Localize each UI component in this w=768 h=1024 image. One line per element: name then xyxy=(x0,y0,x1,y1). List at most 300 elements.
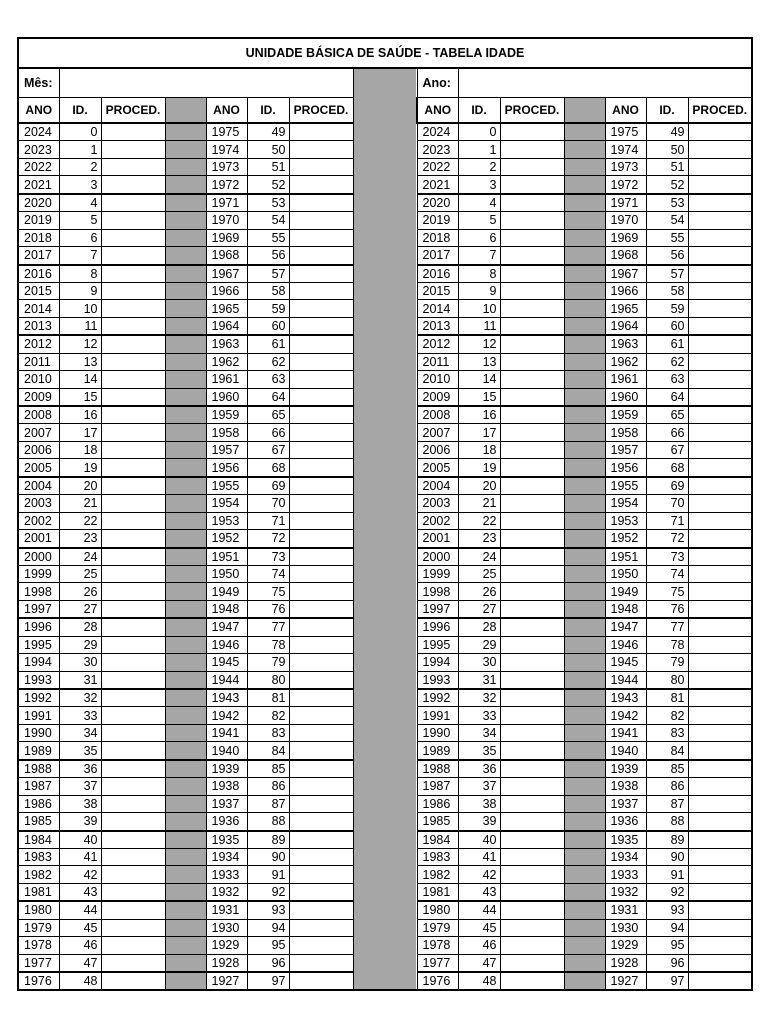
cell-proced[interactable] xyxy=(500,760,564,778)
cell-ano: 1983 xyxy=(18,848,59,865)
cell-proced[interactable] xyxy=(500,123,564,141)
cell-proced[interactable] xyxy=(500,141,564,158)
cell-proced[interactable] xyxy=(289,406,353,424)
cell-proced[interactable] xyxy=(500,707,564,724)
gray-spacer xyxy=(564,388,605,406)
gray-spacer xyxy=(564,353,605,370)
cell-ano: 1938 xyxy=(206,778,247,795)
cell-proced[interactable] xyxy=(500,300,564,317)
cell-proced[interactable] xyxy=(289,212,353,229)
cell-proced[interactable] xyxy=(289,548,353,566)
gray-spacer xyxy=(564,866,605,883)
cell-proced[interactable] xyxy=(289,848,353,865)
cell-proced[interactable] xyxy=(688,353,752,370)
gray-spacer xyxy=(165,265,206,283)
cell-ano: 1987 xyxy=(417,778,458,795)
cell-proced[interactable] xyxy=(289,707,353,724)
cell-proced[interactable] xyxy=(101,724,165,741)
cell-id: 42 xyxy=(458,866,500,883)
cell-proced[interactable] xyxy=(688,141,752,158)
cell-proced[interactable] xyxy=(101,937,165,954)
gray-spacer xyxy=(564,265,605,283)
cell-ano: 1929 xyxy=(206,937,247,954)
cell-id: 52 xyxy=(646,176,688,194)
cell-ano: 1981 xyxy=(417,883,458,901)
cell-ano: 1982 xyxy=(417,866,458,883)
cell-proced[interactable] xyxy=(688,937,752,954)
cell-proced[interactable] xyxy=(101,495,165,512)
cell-proced[interactable] xyxy=(101,317,165,335)
gray-spacer xyxy=(165,636,206,653)
cell-proced[interactable] xyxy=(101,176,165,194)
cell-id: 65 xyxy=(247,406,289,424)
cell-proced[interactable] xyxy=(688,760,752,778)
cell-proced[interactable] xyxy=(500,194,564,212)
cell-proced[interactable] xyxy=(500,424,564,441)
cell-proced[interactable] xyxy=(289,618,353,636)
cell-proced[interactable] xyxy=(688,813,752,831)
cell-proced[interactable] xyxy=(688,477,752,495)
cell-id: 65 xyxy=(646,406,688,424)
cell-ano: 1942 xyxy=(605,707,646,724)
cell-proced[interactable] xyxy=(101,548,165,566)
cell-id: 39 xyxy=(59,813,101,831)
cell-ano: 1928 xyxy=(206,954,247,972)
gray-spacer xyxy=(165,123,206,141)
cell-proced[interactable] xyxy=(688,530,752,548)
cell-proced[interactable] xyxy=(500,831,564,849)
cell-proced[interactable] xyxy=(101,565,165,582)
cell-proced[interactable] xyxy=(688,424,752,441)
cell-proced[interactable] xyxy=(688,883,752,901)
cell-proced[interactable] xyxy=(500,495,564,512)
cell-proced[interactable] xyxy=(500,654,564,671)
cell-proced[interactable] xyxy=(289,176,353,194)
cell-proced[interactable] xyxy=(101,247,165,265)
cell-proced[interactable] xyxy=(101,459,165,477)
cell-proced[interactable] xyxy=(688,778,752,795)
cell-id: 8 xyxy=(59,265,101,283)
cell-proced[interactable] xyxy=(289,883,353,901)
cell-proced[interactable] xyxy=(101,901,165,919)
cell-proced[interactable] xyxy=(500,724,564,741)
gray-spacer xyxy=(564,778,605,795)
cell-proced[interactable] xyxy=(289,778,353,795)
gray-spacer xyxy=(165,654,206,671)
cell-proced[interactable] xyxy=(500,317,564,335)
cell-proced[interactable] xyxy=(101,760,165,778)
cell-proced[interactable] xyxy=(289,300,353,317)
cell-id: 16 xyxy=(458,406,500,424)
cell-proced[interactable] xyxy=(101,972,165,990)
cell-proced[interactable] xyxy=(101,300,165,317)
cell-proced[interactable] xyxy=(688,565,752,582)
cell-proced[interactable] xyxy=(289,795,353,812)
cell-id: 59 xyxy=(646,300,688,317)
gray-spacer xyxy=(564,495,605,512)
cell-proced[interactable] xyxy=(688,636,752,653)
cell-proced[interactable] xyxy=(688,282,752,299)
cell-proced[interactable] xyxy=(688,972,752,990)
cell-ano: 1989 xyxy=(417,742,458,760)
cell-id: 84 xyxy=(646,742,688,760)
cell-proced[interactable] xyxy=(289,583,353,600)
cell-ano: 2005 xyxy=(417,459,458,477)
gray-spacer xyxy=(564,282,605,299)
cell-proced[interactable] xyxy=(101,141,165,158)
cell-ano: 2024 xyxy=(417,123,458,141)
cell-proced[interactable] xyxy=(688,176,752,194)
cell-proced[interactable] xyxy=(289,901,353,919)
cell-proced[interactable] xyxy=(500,848,564,865)
cell-proced[interactable] xyxy=(500,247,564,265)
cell-proced[interactable] xyxy=(101,424,165,441)
cell-proced[interactable] xyxy=(101,848,165,865)
cell-proced[interactable] xyxy=(101,795,165,812)
cell-ano: 1947 xyxy=(605,618,646,636)
cell-proced[interactable] xyxy=(101,265,165,283)
cell-proced[interactable] xyxy=(688,459,752,477)
cell-proced[interactable] xyxy=(688,512,752,529)
cell-proced[interactable] xyxy=(101,954,165,972)
cell-proced[interactable] xyxy=(101,618,165,636)
cell-ano: 2009 xyxy=(417,388,458,406)
cell-proced[interactable] xyxy=(101,778,165,795)
cell-ano: 1973 xyxy=(605,158,646,175)
cell-proced[interactable] xyxy=(500,265,564,283)
cell-proced[interactable] xyxy=(500,813,564,831)
cell-proced[interactable] xyxy=(500,229,564,246)
cell-id: 75 xyxy=(646,583,688,600)
cell-proced[interactable] xyxy=(289,282,353,299)
cell-proced[interactable] xyxy=(289,229,353,246)
cell-id: 59 xyxy=(247,300,289,317)
cell-proced[interactable] xyxy=(688,123,752,141)
cell-proced[interactable] xyxy=(289,353,353,370)
cell-proced[interactable] xyxy=(101,636,165,653)
cell-proced[interactable] xyxy=(500,388,564,406)
cell-proced[interactable] xyxy=(500,335,564,353)
cell-proced[interactable] xyxy=(101,388,165,406)
cell-proced[interactable] xyxy=(101,689,165,707)
cell-proced[interactable] xyxy=(101,371,165,388)
cell-proced[interactable] xyxy=(289,335,353,353)
cell-proced[interactable] xyxy=(101,866,165,883)
cell-ano: 2023 xyxy=(18,141,59,158)
cell-proced[interactable] xyxy=(289,424,353,441)
cell-proced[interactable] xyxy=(101,229,165,246)
cell-proced[interactable] xyxy=(289,194,353,212)
cell-proced[interactable] xyxy=(500,901,564,919)
cell-proced[interactable] xyxy=(500,353,564,370)
cell-proced[interactable] xyxy=(500,477,564,495)
cell-proced[interactable] xyxy=(101,919,165,936)
cell-proced[interactable] xyxy=(101,707,165,724)
cell-proced[interactable] xyxy=(688,335,752,353)
cell-proced[interactable] xyxy=(500,282,564,299)
cell-ano: 1991 xyxy=(18,707,59,724)
gray-spacer xyxy=(564,229,605,246)
cell-proced[interactable] xyxy=(500,919,564,936)
cell-proced[interactable] xyxy=(101,194,165,212)
cell-proced[interactable] xyxy=(500,158,564,175)
cell-proced[interactable] xyxy=(500,441,564,458)
gray-spacer xyxy=(165,724,206,741)
cell-proced[interactable] xyxy=(289,866,353,883)
cell-proced[interactable] xyxy=(101,813,165,831)
cell-proced[interactable] xyxy=(500,459,564,477)
cell-ano: 1935 xyxy=(206,831,247,849)
cell-proced[interactable] xyxy=(289,530,353,548)
cell-id: 52 xyxy=(247,176,289,194)
cell-proced[interactable] xyxy=(500,512,564,529)
cell-proced[interactable] xyxy=(289,388,353,406)
cell-proced[interactable] xyxy=(688,707,752,724)
cell-proced[interactable] xyxy=(688,654,752,671)
cell-proced[interactable] xyxy=(101,600,165,618)
cell-ano: 2020 xyxy=(417,194,458,212)
cell-proced[interactable] xyxy=(289,742,353,760)
cell-ano: 1945 xyxy=(605,654,646,671)
cell-proced[interactable] xyxy=(500,176,564,194)
cell-id: 5 xyxy=(458,212,500,229)
cell-ano: 1946 xyxy=(605,636,646,653)
cell-id: 50 xyxy=(247,141,289,158)
cell-id: 44 xyxy=(59,901,101,919)
cell-proced[interactable] xyxy=(500,689,564,707)
cell-proced[interactable] xyxy=(500,778,564,795)
cell-ano: 1957 xyxy=(206,441,247,458)
cell-ano: 2017 xyxy=(18,247,59,265)
cell-proced[interactable] xyxy=(500,866,564,883)
cell-proced[interactable] xyxy=(688,866,752,883)
cell-proced[interactable] xyxy=(289,654,353,671)
cell-id: 20 xyxy=(458,477,500,495)
cell-proced[interactable] xyxy=(101,477,165,495)
mes-field[interactable] xyxy=(59,68,353,98)
cell-proced[interactable] xyxy=(289,247,353,265)
cell-id: 82 xyxy=(247,707,289,724)
cell-proced[interactable] xyxy=(101,406,165,424)
cell-proced[interactable] xyxy=(101,212,165,229)
ano-field[interactable] xyxy=(458,68,752,98)
cell-proced[interactable] xyxy=(289,495,353,512)
cell-proced[interactable] xyxy=(289,317,353,335)
cell-id: 37 xyxy=(59,778,101,795)
gray-spacer xyxy=(564,477,605,495)
cell-proced[interactable] xyxy=(289,371,353,388)
cell-proced[interactable] xyxy=(500,795,564,812)
header-proced: PROCED. xyxy=(289,98,353,124)
cell-proced[interactable] xyxy=(688,495,752,512)
cell-proced[interactable] xyxy=(289,636,353,653)
cell-proced[interactable] xyxy=(688,583,752,600)
cell-proced[interactable] xyxy=(289,972,353,990)
cell-proced[interactable] xyxy=(500,972,564,990)
cell-proced[interactable] xyxy=(500,530,564,548)
cell-proced[interactable] xyxy=(688,212,752,229)
cell-proced[interactable] xyxy=(101,530,165,548)
cell-proced[interactable] xyxy=(688,600,752,618)
cell-proced[interactable] xyxy=(688,317,752,335)
cell-proced[interactable] xyxy=(289,919,353,936)
gray-spacer xyxy=(564,831,605,849)
gray-spacer xyxy=(165,335,206,353)
cell-id: 89 xyxy=(247,831,289,849)
cell-proced[interactable] xyxy=(688,689,752,707)
cell-proced[interactable] xyxy=(289,813,353,831)
cell-proced[interactable] xyxy=(688,194,752,212)
cell-ano: 2024 xyxy=(18,123,59,141)
cell-ano: 2015 xyxy=(417,282,458,299)
cell-proced[interactable] xyxy=(101,353,165,370)
cell-id: 38 xyxy=(59,795,101,812)
cell-ano: 1963 xyxy=(605,335,646,353)
cell-id: 1 xyxy=(59,141,101,158)
cell-proced[interactable] xyxy=(688,265,752,283)
cell-proced[interactable] xyxy=(688,831,752,849)
cell-proced[interactable] xyxy=(289,671,353,689)
cell-proced[interactable] xyxy=(289,441,353,458)
cell-id: 24 xyxy=(458,548,500,566)
cell-ano: 1950 xyxy=(206,565,247,582)
cell-proced[interactable] xyxy=(688,406,752,424)
cell-proced[interactable] xyxy=(688,548,752,566)
cell-id: 50 xyxy=(646,141,688,158)
gray-spacer xyxy=(165,954,206,972)
cell-ano: 2003 xyxy=(417,495,458,512)
cell-ano: 1954 xyxy=(206,495,247,512)
cell-id: 43 xyxy=(59,883,101,901)
cell-proced[interactable] xyxy=(101,512,165,529)
cell-proced[interactable] xyxy=(688,229,752,246)
cell-proced[interactable] xyxy=(289,141,353,158)
cell-ano: 1978 xyxy=(417,937,458,954)
cell-proced[interactable] xyxy=(101,671,165,689)
cell-proced[interactable] xyxy=(688,388,752,406)
cell-proced[interactable] xyxy=(500,406,564,424)
cell-proced[interactable] xyxy=(101,282,165,299)
cell-proced[interactable] xyxy=(101,441,165,458)
cell-proced[interactable] xyxy=(688,371,752,388)
cell-proced[interactable] xyxy=(289,265,353,283)
gray-spacer xyxy=(564,141,605,158)
cell-proced[interactable] xyxy=(688,742,752,760)
cell-ano: 1989 xyxy=(18,742,59,760)
gray-spacer xyxy=(165,229,206,246)
cell-id: 13 xyxy=(59,353,101,370)
cell-id: 29 xyxy=(458,636,500,653)
cell-ano: 1943 xyxy=(206,689,247,707)
cell-proced[interactable] xyxy=(289,565,353,582)
cell-proced[interactable] xyxy=(500,954,564,972)
header-ano: ANO xyxy=(206,98,247,124)
cell-proced[interactable] xyxy=(101,123,165,141)
cell-ano: 1992 xyxy=(18,689,59,707)
cell-proced[interactable] xyxy=(500,548,564,566)
cell-proced[interactable] xyxy=(688,724,752,741)
cell-proced[interactable] xyxy=(688,795,752,812)
cell-id: 75 xyxy=(247,583,289,600)
cell-ano: 1964 xyxy=(605,317,646,335)
cell-id: 87 xyxy=(646,795,688,812)
cell-proced[interactable] xyxy=(500,636,564,653)
cell-proced[interactable] xyxy=(289,760,353,778)
cell-proced[interactable] xyxy=(500,583,564,600)
gray-spacer xyxy=(165,441,206,458)
cell-proced[interactable] xyxy=(500,742,564,760)
cell-proced[interactable] xyxy=(688,158,752,175)
cell-proced[interactable] xyxy=(101,654,165,671)
cell-proced[interactable] xyxy=(101,831,165,849)
cell-ano: 2011 xyxy=(18,353,59,370)
cell-proced[interactable] xyxy=(500,618,564,636)
gray-spacer xyxy=(564,901,605,919)
cell-proced[interactable] xyxy=(289,954,353,972)
cell-ano: 1953 xyxy=(206,512,247,529)
cell-id: 35 xyxy=(59,742,101,760)
cell-proced[interactable] xyxy=(688,441,752,458)
cell-proced[interactable] xyxy=(101,883,165,901)
cell-proced[interactable] xyxy=(101,583,165,600)
cell-proced[interactable] xyxy=(500,212,564,229)
cell-id: 22 xyxy=(59,512,101,529)
cell-proced[interactable] xyxy=(500,371,564,388)
cell-proced[interactable] xyxy=(101,335,165,353)
cell-proced[interactable] xyxy=(688,247,752,265)
cell-id: 7 xyxy=(59,247,101,265)
cell-id: 86 xyxy=(646,778,688,795)
cell-proced[interactable] xyxy=(289,724,353,741)
cell-id: 2 xyxy=(59,158,101,175)
cell-ano: 2007 xyxy=(417,424,458,441)
cell-proced[interactable] xyxy=(688,954,752,972)
cell-id: 95 xyxy=(247,937,289,954)
cell-proced[interactable] xyxy=(688,300,752,317)
cell-id: 90 xyxy=(646,848,688,865)
cell-proced[interactable] xyxy=(500,883,564,901)
cell-proced[interactable] xyxy=(101,742,165,760)
cell-proced[interactable] xyxy=(688,671,752,689)
cell-proced[interactable] xyxy=(688,919,752,936)
cell-proced[interactable] xyxy=(289,831,353,849)
cell-proced[interactable] xyxy=(688,618,752,636)
cell-id: 83 xyxy=(646,724,688,741)
cell-ano: 1983 xyxy=(417,848,458,865)
cell-ano: 1976 xyxy=(18,972,59,990)
cell-proced[interactable] xyxy=(500,600,564,618)
cell-proced[interactable] xyxy=(289,937,353,954)
cell-proced[interactable] xyxy=(289,477,353,495)
cell-id: 81 xyxy=(247,689,289,707)
cell-proced[interactable] xyxy=(289,123,353,141)
cell-proced[interactable] xyxy=(688,901,752,919)
cell-id: 20 xyxy=(59,477,101,495)
cell-proced[interactable] xyxy=(500,565,564,582)
cell-proced[interactable] xyxy=(289,459,353,477)
cell-ano: 2001 xyxy=(18,530,59,548)
cell-id: 45 xyxy=(59,919,101,936)
cell-proced[interactable] xyxy=(688,848,752,865)
cell-proced[interactable] xyxy=(500,937,564,954)
ano-label: Ano: xyxy=(417,68,458,98)
cell-proced[interactable] xyxy=(101,158,165,175)
cell-proced[interactable] xyxy=(289,512,353,529)
cell-proced[interactable] xyxy=(289,600,353,618)
cell-proced[interactable] xyxy=(289,689,353,707)
cell-proced[interactable] xyxy=(500,671,564,689)
cell-proced[interactable] xyxy=(289,158,353,175)
